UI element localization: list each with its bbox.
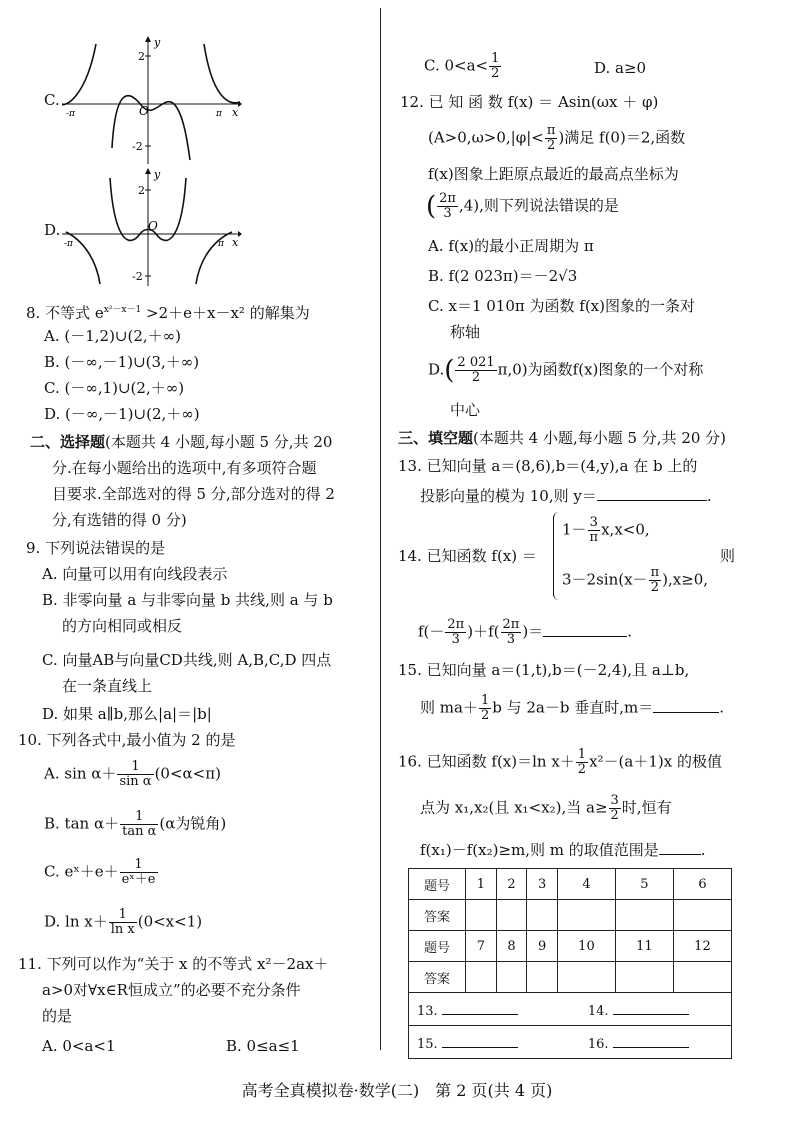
q12-line1: 12. 已 知 函 数 f(x) ＝ Asin(ωx ＋ φ): [400, 93, 659, 111]
fill-13-label: 13.: [417, 1003, 438, 1019]
fill-13-blank: [442, 1000, 518, 1015]
answer-cell-6[interactable]: [673, 900, 731, 931]
q10-option-d: D. ln x＋ $\frac{1}{\text{ln x}}$ (0<x<1): [44, 907, 203, 937]
label-x: x: [232, 106, 239, 119]
q15-blank: [653, 698, 719, 713]
table-cell: 答案: [409, 900, 466, 931]
q12-option-c: C. x＝1 010π 为函数 f(x)图象的一条对: [428, 297, 695, 315]
table-cell: 题号: [409, 931, 466, 962]
q8-stem: 8. 不等式 $e^{x^2-x-1} >2+e+x-x^2$ 的解集为: [26, 304, 310, 322]
q16-line2: 点为 x₁,x₂(且 x₁<x₂),当 a≥ $\frac{3}{2}$ 时,恒有: [420, 793, 672, 823]
label-origin: O: [139, 104, 149, 118]
q8-option-a: A. (－1,2)∪(2,＋∞): [44, 327, 182, 345]
table-cell: 6: [673, 869, 731, 900]
label-origin: O: [148, 219, 158, 233]
q9-option-b: B. 非零向量 a 与非零向量 b 共线,则 a 与 b: [42, 591, 333, 609]
table-row: [409, 993, 732, 1026]
table-cell: 9: [527, 931, 558, 962]
q9-option-a: A. 向量可以用有向线段表示: [42, 565, 228, 583]
q14-case2: 3－2sin(x－ $\frac{\pi}{2}$ ),x≥0,: [562, 565, 709, 595]
q16-line3: f(x₁)－f(x₂)≥m,则 m 的取值范围是 .: [420, 841, 706, 859]
table-cell: 答案: [409, 962, 466, 993]
fill-14-blank: [613, 1000, 689, 1015]
fill-16-blank: [613, 1033, 689, 1048]
q14-brace: [553, 512, 562, 600]
q8-option-c: C. (－∞,1)∪(2,＋∞): [44, 379, 185, 397]
q11-line1: 11. 下列可以作为“关于 x 的不等式 x²－2ax＋: [18, 955, 329, 973]
q12-option-a: A. f(x)的最小正周期为 π: [428, 237, 594, 255]
q10-stem: 10. 下列各式中,最小值为 2 的是: [18, 731, 236, 749]
q10-option-b: B. tan α＋ $\frac{1}{\text{tan α}}$ (α为锐角): [44, 809, 227, 839]
curve-c-middle: [112, 96, 190, 160]
curve-d-right: [196, 232, 232, 284]
q14-case1: 1－ $\frac{3}{\pi}$ x,x<0,: [562, 515, 650, 545]
q9-option-c-cont: 在一条直线上: [62, 677, 153, 695]
q13-blank: [597, 486, 707, 501]
table-cell: 5: [615, 869, 673, 900]
label-pi: π: [216, 109, 222, 119]
section2-line1: 二、选择题(本题共 4 小题,每小题 5 分,共 20: [30, 433, 333, 451]
answer-cell-7[interactable]: [466, 962, 497, 993]
q13-line1: 13. 已知向量 a＝(8,6),b＝(4,y),a 在 b 上的: [398, 457, 698, 475]
column-divider: [380, 8, 381, 1050]
q15-line1: 15. 已知向量 a＝(1,t),b＝(－2,4),且 a⊥b,: [398, 661, 690, 679]
x-axis-arrow: [238, 231, 242, 237]
table-cell: 8: [496, 931, 527, 962]
label-y: y: [154, 168, 161, 181]
table-cell: 12: [673, 931, 731, 962]
q12-option-c-cont: 称轴: [450, 323, 481, 341]
answer-cell-1[interactable]: [466, 900, 497, 931]
answer-cell-9[interactable]: [527, 962, 558, 993]
y-axis-arrow: [145, 168, 151, 174]
label-y-bottom: -2: [132, 270, 143, 283]
answer-cell-10[interactable]: [557, 962, 615, 993]
answer-cell-4[interactable]: [557, 900, 615, 931]
section2-line2: 分.在每小题给出的选项中,有多项符合题: [52, 459, 317, 477]
label-y: y: [154, 36, 161, 49]
q13-line2: 投影向量的模为 10,则 y＝ .: [420, 487, 712, 505]
q16-line1: 16. 已知函数 f(x)＝ln x＋ $\frac{1}{2}$ x²－(a＋1)x 的极值: [398, 747, 722, 777]
table-row: [409, 931, 732, 962]
option-d-label: D.: [44, 221, 61, 239]
answer-cell-8[interactable]: [496, 962, 527, 993]
fill-14-label: 14.: [587, 1003, 609, 1019]
q11-line3: 的是: [42, 1007, 73, 1025]
graph-c: [62, 36, 242, 166]
answer-cell-5[interactable]: [615, 900, 673, 931]
label-y-top: 2: [138, 50, 145, 63]
table-cell: 题号: [409, 869, 466, 900]
answer-cell-2[interactable]: [496, 900, 527, 931]
label-neg-pi: -π: [66, 109, 75, 119]
label-pi: π: [218, 239, 224, 249]
q12-line4: ( $\frac{2\pi}{3}$ ,4),则下列说法错误的是: [426, 191, 619, 222]
answer-cell-12[interactable]: [673, 962, 731, 993]
q14-stem: 14. 已知函数 f(x) ＝: [398, 547, 537, 565]
q12-option-d-cont: 中心: [450, 401, 481, 419]
label-neg-pi: -π: [64, 239, 73, 249]
table-cell: 10: [557, 931, 615, 962]
table-cell: 3: [527, 869, 558, 900]
fill-15-label: 15.: [417, 1036, 438, 1052]
q12-option-b: B. f(2 023π)＝－2√3: [428, 267, 578, 285]
q8-option-b: B. (－∞,－1)∪(3,＋∞): [44, 353, 200, 371]
label-y-top: 2: [138, 184, 145, 197]
table-cell: 11: [615, 931, 673, 962]
q12-line2: (A>0,ω>0,|φ|< $\frac{\pi}{2}$ )满足 f(0)＝2,函数: [428, 123, 686, 153]
section3-heading: 三、填空题(本题共 4 小题,每小题 5 分,共 20 分): [398, 429, 727, 447]
q10-option-a: A. sin α＋ $\frac{1}{\text{sin α}}$ (0<α<π): [44, 759, 221, 789]
q11-option-a: A. 0<a<1: [42, 1037, 116, 1055]
label-x: x: [232, 236, 239, 249]
q9-option-d: D. 如果 a∥b,那么|a|＝|b|: [42, 705, 212, 723]
fill-15-blank: [442, 1033, 518, 1048]
answer-cell-11[interactable]: [615, 962, 673, 993]
table-cell: 7: [466, 931, 497, 962]
table-row: [409, 1026, 732, 1059]
table-row: [409, 869, 732, 900]
q11-line2: a>0对∀x∈R恒成立”的必要不充分条件: [42, 981, 301, 999]
option-c-label: C.: [44, 91, 60, 109]
fill-row-1[interactable]: [409, 993, 732, 1026]
curve-c-left: [62, 44, 96, 105]
q9-option-c: C. 向量AB与向量CD共线,则 A,B,C,D 四点: [42, 651, 332, 669]
table-row: [409, 900, 732, 931]
q8-exponent: x²－x－1: [103, 305, 142, 315]
label-y-bottom: -2: [132, 140, 143, 153]
table-cell: 2: [496, 869, 527, 900]
q14-then: 则: [720, 547, 736, 565]
curve-c-right: [204, 44, 240, 103]
q14-blank: [543, 622, 627, 637]
q11-option-b: B. 0≤a≤1: [226, 1037, 300, 1055]
page-footer: 高考全真模拟卷·数学(二) 第 2 页(共 4 页): [241, 1081, 553, 1100]
q8-option-d: D. (－∞,－1)∪(2,＋∞): [44, 405, 200, 423]
y-axis-arrow: [145, 36, 151, 42]
q9-option-b-cont: 的方向相同或相反: [62, 617, 183, 635]
q16-blank: [659, 840, 701, 855]
q12-line3: f(x)图象上距原点最近的最高点坐标为: [428, 165, 679, 183]
section2-line3: 目要求.全部选对的得 5 分,部分选对的得 2: [52, 485, 335, 503]
answer-table: [408, 868, 732, 1059]
graph-d: [62, 168, 242, 288]
answer-cell-3[interactable]: [527, 900, 558, 931]
q14-line3: f(－ $\frac{2\pi}{3}$ )＋f( $\frac{2\pi}{3}$ )＝ .: [418, 617, 632, 647]
section2-line4: 分,有选错的得 0 分): [52, 511, 187, 529]
fill-16-label: 16.: [587, 1036, 609, 1052]
q11-option-d: D. a≥0: [594, 59, 647, 77]
q15-line2: 则 ma＋ $\frac{1}{2}$ b 与 2a－b 垂直时,m＝ .: [420, 693, 724, 723]
q10-option-c: C. eˣ＋e＋ $\frac{1}{\text{eˣ＋e}}$: [44, 857, 156, 887]
table-cell: 1: [466, 869, 497, 900]
fill-row-2[interactable]: [409, 1026, 732, 1059]
q9-stem: 9. 下列说法错误的是: [26, 539, 166, 557]
q12-option-d: D.( $\frac{2 021}{2}$ π,0)为函数f(x)图象的一个对称: [428, 355, 704, 386]
table-cell: 4: [557, 869, 615, 900]
table-row: [409, 962, 732, 993]
q11-option-c: C. 0<a< $\frac{1}{2}$: [424, 51, 500, 81]
